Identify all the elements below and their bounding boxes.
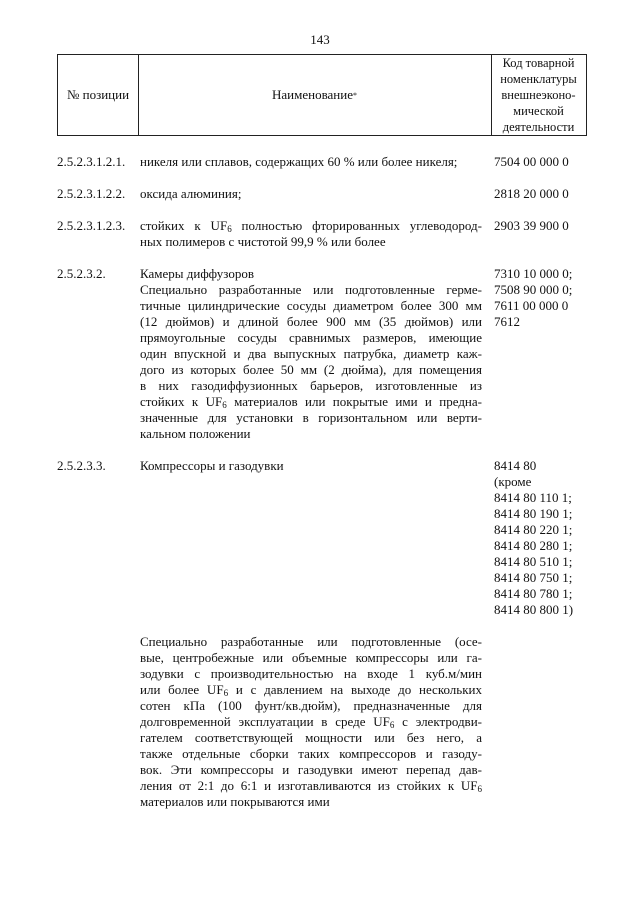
header-code-line: внешнеэконо-	[501, 88, 576, 102]
row-code: 2903 39 900 0	[494, 218, 569, 233]
row-code: 2818 20 000 0	[494, 186, 569, 201]
row-code: 8414 80 190 1;	[494, 506, 573, 521]
header-code-line: номенклатуры	[500, 72, 577, 86]
row-text-block	[140, 266, 482, 442]
row-code: 8414 80 110 1;	[494, 490, 572, 505]
row-text-line	[140, 778, 482, 794]
row-code: 8414 80 750 1;	[494, 570, 573, 585]
row-number: 2.5.2.3.2.	[57, 266, 106, 281]
row-number: 2.5.2.3.1.2.2.	[57, 186, 126, 201]
row-text-line: ных полимеров с чистотой 99,9 % или более	[140, 234, 386, 249]
row-text-line: зодувки с производительностью на входе 1 куб.м/мин	[140, 666, 482, 681]
row-code: (кроме	[494, 474, 532, 489]
row-text-line	[140, 218, 482, 234]
row-code: 7504 00 000 0	[494, 154, 569, 169]
subscript: 6	[223, 688, 229, 698]
subscript: 6	[222, 400, 227, 410]
row-text-line: вок. Эти компрессоры и газодувки имеют перепад дав-	[140, 762, 482, 777]
row-text-line: значенные для установки в горизонтальном или верти-	[140, 410, 482, 425]
row-codes	[494, 458, 573, 618]
row-text-line: гателем соответствующей мощности или без него, а	[140, 730, 482, 745]
row-text-line: сотен кПа (100 фунт/кв.дюйм), предназначенные для	[140, 698, 482, 713]
row-text-line	[140, 682, 482, 698]
row-number: 2.5.2.3.3.	[57, 458, 106, 473]
text-fragment: и с давлением на выходе до нескольких	[228, 682, 482, 697]
text-fragment: долговременной эксплуатации в среде UF	[140, 714, 390, 729]
text-fragment: ления от 2:1 до 6:1 и изготавливаются из стойких к UF	[140, 778, 478, 793]
row-text-line: тичные цилиндрические сосуды диаметром более 300 мм	[140, 298, 482, 313]
row-codes	[494, 266, 572, 330]
page-number: 143	[310, 32, 330, 47]
text-fragment: стойких к UF	[140, 218, 228, 233]
row-text-line: (12 дюймов) и длиной более 900 мм (35 дюймов) или	[140, 314, 482, 329]
text-fragment: полностью фторированных углеводород-	[231, 218, 482, 233]
text-fragment: материалов или покрытые ими и предна-	[226, 394, 482, 409]
row-text-block	[140, 634, 482, 810]
header-code-line: деятельности	[502, 120, 575, 134]
header-name-label: Наименование	[272, 87, 353, 102]
header-position-label: № позиции	[66, 87, 130, 102]
row-code: 8414 80 510 1;	[494, 554, 573, 569]
subscript: 6	[477, 784, 482, 794]
header-position	[58, 55, 139, 135]
header-code	[491, 55, 586, 135]
subscript: 6	[389, 720, 395, 730]
header-name-mark: *	[353, 90, 357, 100]
row-code: 8414 80 800 1)	[494, 602, 574, 617]
text-fragment: или более UF	[140, 682, 224, 697]
row-text-line: Специально разработанные или подготовленные (осе-	[140, 634, 482, 649]
row-number: 2.5.2.3.1.2.1.	[57, 154, 126, 169]
row-text-line	[140, 714, 482, 730]
header-name	[138, 55, 492, 135]
row-title: Компрессоры и газодувки	[140, 458, 284, 473]
row-text-line: Специально разработанные или подготовленные герме-	[140, 282, 482, 297]
header-code-line: Код товарной	[502, 56, 575, 70]
row-code: 8414 80 780 1;	[494, 586, 573, 601]
row-code: 7611 00 000 0	[494, 298, 569, 313]
row-number: 2.5.2.3.1.2.3.	[57, 218, 126, 233]
row-text-line: прямоугольные сосуды сравнимых размеров, имеющие	[140, 330, 482, 345]
row-code: 8414 80 280 1;	[494, 538, 573, 553]
table-header	[57, 54, 587, 136]
row-text: оксида алюминия;	[140, 186, 242, 201]
row-text-line: в них газодиффузионных барьеров, изготовленные из	[140, 378, 482, 393]
row-text-line: кальном положении	[140, 426, 251, 441]
header-code-line: мической	[513, 104, 564, 118]
row-code: 7310 10 000 0;	[494, 266, 573, 281]
row-text-line: вые, центробежные или объемные компрессоры или га-	[140, 650, 482, 665]
row-code: 8414 80 220 1;	[494, 522, 573, 537]
subscript: 6	[227, 224, 232, 234]
row-text-line: дого из которых более 50 мм (2 дюйма), для помещения	[140, 362, 482, 377]
row-code: 7612	[494, 314, 520, 329]
row-text: никеля или сплавов, содержащих 60 % или более никеля;	[140, 154, 458, 169]
row-title: Камеры диффузоров	[140, 266, 254, 281]
row-text-line: также отдельные сборки таких компрессоров и газоду-	[140, 746, 482, 761]
row-code: 8414 80	[494, 458, 537, 473]
row-text-block	[140, 218, 482, 250]
text-fragment: с электродви-	[394, 714, 482, 729]
row-code: 7508 90 000 0;	[494, 282, 573, 297]
row-text-line	[140, 394, 482, 410]
text-fragment: стойких к UF	[140, 394, 223, 409]
row-text-line: материалов или покрываются ими	[140, 794, 330, 809]
row-text-line: один впускной и два выпускных патрубка, диаметр каж-	[140, 346, 482, 361]
